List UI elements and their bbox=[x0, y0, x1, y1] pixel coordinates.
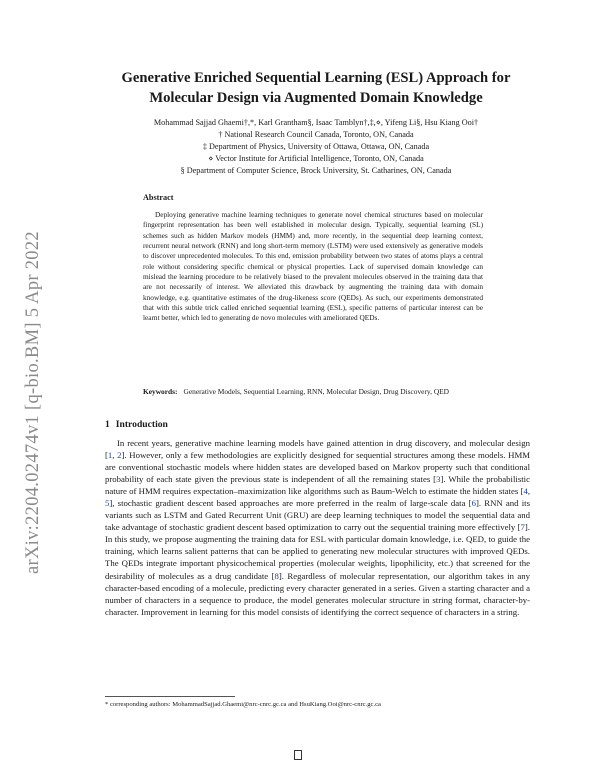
intro-text: ]. In this study, we propose augmenting the training data for ESL with particular domain knowledge, i.e. QED, to guide the training, which learns salient patterns that can be applied to generating new molecular structures with improved QEDs. The QEDs integrate important physicochemical properties (molecular weights, lipophilicity, etc.) that screened for the desirability of molecules as a drug candidate [ bbox=[105, 522, 530, 581]
footnote-divider bbox=[105, 696, 235, 697]
section-title: Introduction bbox=[115, 419, 168, 430]
intro-text: , bbox=[112, 450, 118, 461]
intro-text: ]. RNN and its variants such as LSTM and Gated Recurrent Unit (GRU) are deep learning techniques to model the sequential data and take advantage of stochastic gradient descent based optimization to carry out the sequential training more effectively [ bbox=[105, 498, 530, 533]
author-list: Mohammad Sajjad Ghaemi†,*, Karl Grantham§, Isaac Tamblyn†,‡,⋄, Yifeng Li§, Hsu Kiang Ooi† bbox=[153, 118, 479, 127]
citation-link[interactable]: 4 bbox=[523, 486, 528, 497]
citation-link[interactable]: 8 bbox=[274, 570, 279, 581]
affiliation-vector: ⋄ Vector Institute for Artificial Intelligence, Toronto, ON, Canada bbox=[208, 154, 424, 163]
introduction-paragraph bbox=[105, 437, 530, 618]
intro-text: ]. While the probabilistic nature of HMM requires expectation–maximization like algorithms such as Baum-Welch to estimate the hidden states [ bbox=[105, 474, 530, 497]
citation-link[interactable]: 2 bbox=[117, 450, 122, 461]
intro-text: ]. Regardless of molecular representation, our algorithm takes in any character-based encoding of a molecule, predicting every character generated in a series. Given a starting character and a number of characters in a sequence to produce, the model generates molecular structure in string format, character-by-character. Improvement in learning for this model consists of identifying the correct sequence of characters in a string. bbox=[105, 570, 530, 617]
title-line-2: Molecular Design via Augmented Domain Knowledge bbox=[149, 90, 483, 106]
keywords-list: Generative Models, Sequential Learning, RNN, Molecular Design, Drug Discovery, QED bbox=[183, 387, 450, 396]
intro-text: ]. However, only a few methodologies are explicitly designed for sequential structures among these models. HMM are conventional stochastic models where hidden states are developed based on Markov property such that conditional probability of each state given the previous state is independent of all the remaining states [ bbox=[105, 450, 531, 485]
citation-link[interactable]: 1 bbox=[107, 450, 113, 461]
footnote-corresponding-authors: * corresponding authors: MohammadSajjad.Ghaemi@nrc-cnrc.gc.ca and HsuKiang.Ooi@nrc-cnrc.gc.ca bbox=[105, 701, 381, 708]
section-number: 1 bbox=[105, 419, 110, 430]
paper-title bbox=[80, 68, 552, 108]
keywords-block bbox=[143, 386, 483, 399]
intro-text: , bbox=[527, 486, 530, 497]
keywords-label: Keywords: bbox=[143, 387, 178, 396]
citation-link[interactable]: 7 bbox=[520, 522, 525, 533]
author-block bbox=[60, 117, 572, 177]
arxiv-identifier-stamp bbox=[22, 198, 44, 606]
citation-link[interactable]: 5 bbox=[105, 498, 110, 509]
section-heading-introduction bbox=[105, 419, 168, 430]
affiliation-brock: § Department of Computer Science, Brock University, St. Catharines, ON, Canada bbox=[180, 166, 452, 175]
arxiv-identifier-text: arXiv:2204.02474v1 [q-bio.BM] 5 Apr 2022 bbox=[22, 230, 43, 574]
citation-link[interactable]: 6 bbox=[471, 498, 476, 509]
abstract-body: Deploying generative machine learning techniques to generate novel chemical structures based on molecular fingerprint representation has been well established in molecular design. Typically, sequential learning (SL) schemes such as hidden Markov models (HMM) and, more recently, in the sequential deep learning context, recurrent neural network (RNN) and long short-term memory (LSTM) were used extensively as generative models to discover unprecedented molecules. To this end, emission probability between two states of atoms plays a central role without considering specific chemical or physical properties. Lack of supervised domain knowledge can mislead the learning procedure to be relatively biased to the prevalent molecules observed in the training data that are not necessarily of interest. We alleviated this drawback by augmenting the training data with domain knowledge, e.g. quantitative estimates of the drug-likeness score (QEDs). As such, our experiments demonstrated that with this subtle trick called enriched sequential learning (ESL), specific patterns of particular interest can be learnt better, which led to generating de novo molecules with ameliorated QEDs. bbox=[143, 210, 483, 323]
affiliation-nrc: † National Research Council Canada, Toronto, ON, Canada bbox=[218, 130, 414, 139]
citation-link[interactable]: 3 bbox=[436, 474, 441, 485]
affiliation-ottawa: ‡ Department of Physics, University of Ottawa, Ottawa, ON, Canada bbox=[202, 142, 430, 151]
title-line-1: Generative Enriched Sequential Learning (ESL) Approach for bbox=[121, 70, 511, 86]
page-square-icon bbox=[294, 750, 302, 760]
intro-text: ], stochastic gradient descent based approaches are more preferred in the realm of large-scale data [ bbox=[109, 498, 472, 509]
intro-text: In recent years, generative machine learning models have gained attention in drug discovery, and molecular design [ bbox=[105, 438, 530, 461]
abstract-heading: Abstract bbox=[143, 193, 174, 202]
